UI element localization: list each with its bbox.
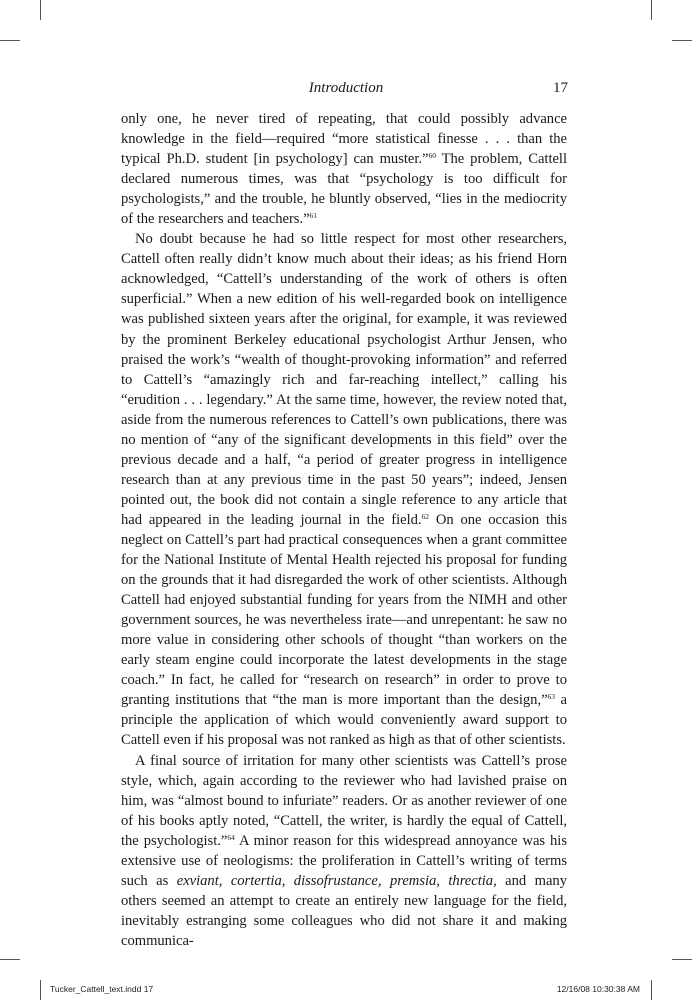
- text-run: A minor reason for this widespread annoyance was his extensive use of neologisms: the proliferation in Cattell’s writing of terms such as: [121, 832, 567, 889]
- footnote-ref: 63: [547, 692, 555, 702]
- crop-mark-top-right: [651, 0, 652, 20]
- footnote-ref: 61: [309, 211, 318, 221]
- slug-filename: Tucker_Cattell_text.indd 17: [50, 984, 154, 994]
- running-head: [0, 80, 692, 100]
- italic-text: exviant, cortertia, dissofrustance, premsia, threctia,: [176, 872, 497, 889]
- paragraph: [121, 751, 567, 951]
- crop-mark-right-upper: [672, 40, 692, 41]
- crop-mark-bottom-right: [651, 980, 652, 1000]
- text-run: On one occasion this neglect on Cattell’s part had practical consequences when a grant committee for the National Institute of Mental Health rejected his proposal for funding on the grounds that it had disregarded the work of other scientists. Although Cattell had enjoyed substantial funding for years from the NIMH and other government sources, he was nevertheless irate—and unrepentant: he saw no more value in considering other schools of thought “than workers on the early steam engine could incorporate the latest developments in the stage coach.” In fact, he called for “research on research” in order to prove to granting institutions that “the man is more important than the design,”: [121, 511, 567, 709]
- footnote-ref: 62: [421, 511, 429, 521]
- crop-mark-right-lower: [672, 959, 692, 960]
- paragraph: [121, 109, 567, 229]
- text-run: No doubt because he had so little respect for most other researchers, Cattell often really didn’t know much about their ideas; as his friend Horn acknowledged, “Cattell’s understanding of the work of others is often superficial.” When a new edition of his well-regarded book on intelligence was published sixteen years after the original, for example, it was reviewed by the prominent Berkeley educational psychologist Arthur Jensen, who praised the work’s “wealth of thought-provoking information” and referred to Cattell’s “amazingly rich and far-reaching intellect,” calling his “erudition . . . legendary.” At the same time, however, the review noted that, aside from the numerous references to Cattell’s own publications, there was no mention of “any of the significant developments in this field” over the previous decade and a half, “a period of greater progress in intelligence research than at any previous time in the past 50 years”; indeed, Jensen pointed out, the book did not contain a single reference to any article that had appeared in the leading journal in the field.: [121, 231, 567, 528]
- footnote-ref: 64: [227, 832, 235, 842]
- text-run: The problem, Cattell declared numerous times, was that “psychology is too difficult for psychologists,” and the trouble, he bluntly observed, “lies in the mediocrity of the researchers and teachers.”: [121, 151, 567, 228]
- text-run: A final source of irritation for many other scientists was Cattell’s prose style, which, again according to the reviewer who had lavished praise on him, was “almost bound to infuriate” readers. Or as another reviewer of one of his books aptly noted, “Cattell, the writer, is hardly the equal of Cattell, the psychologist.”: [121, 752, 567, 849]
- text-run: and many others seemed an attempt to create an entirely new language for the field, inevitably estranging some colleagues who did not share it and making communica-: [121, 872, 567, 949]
- crop-mark-left-upper: [0, 40, 20, 41]
- crop-mark-left-lower: [0, 959, 20, 960]
- slug-timestamp: 12/16/08 10:30:38 AM: [556, 984, 640, 994]
- running-title: Introduction: [308, 80, 384, 96]
- text-run: a principle the application of which would conveniently award support to Cattell even if his proposal was not ranked as high as that of other scientists.: [121, 692, 567, 749]
- body-text: [121, 109, 567, 951]
- text-run: only one, he never tired of repeating, that could possibly advance knowledge in the field—required “more statistical finesse . . . than the typical Ph.D. student [in psychology] can muster.”: [121, 111, 567, 168]
- paragraph: [121, 229, 567, 750]
- crop-mark-bottom-left: [40, 980, 41, 1000]
- footnote-ref: 60: [428, 151, 436, 161]
- crop-mark-top-left: [40, 0, 41, 20]
- page-number: 17: [553, 80, 568, 96]
